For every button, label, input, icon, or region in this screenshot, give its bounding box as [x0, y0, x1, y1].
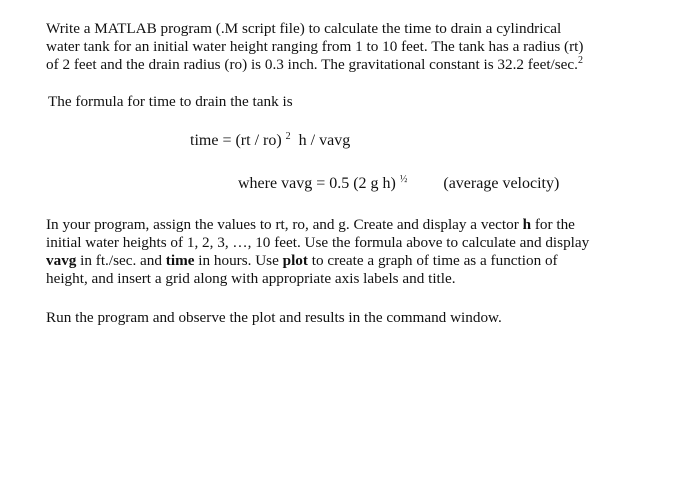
time-formula-exponent: 2 [285, 131, 291, 142]
time-bold: time [165, 252, 195, 269]
program-instructions-paragraph [46, 216, 646, 288]
vavg-formula-exponent: ½ [399, 174, 408, 185]
time-formula-rhs: h / vavg [290, 132, 351, 149]
vavg-bold: vavg [46, 252, 77, 269]
plot-bold: plot [282, 252, 308, 269]
vector-h-bold: h [522, 216, 532, 233]
instructions-line-3 [46, 252, 646, 270]
vavg-formula-text: where vavg = 0.5 (2 g h) [238, 175, 400, 192]
problem-line-2: water tank for an initial water height ranging from 1 to 10 feet. The tank has a radius (rt) [46, 38, 584, 55]
instructions-line-4: height, and insert a grid along with appropriate axis labels and title. [46, 270, 456, 287]
problem-statement-paragraph [46, 20, 646, 74]
instructions-line-1 [46, 216, 646, 234]
instructions-line-3-text-b: in hours. Use [194, 252, 283, 269]
formula-intro-text [48, 93, 648, 111]
run-instructions-line: Run the program and observe the plot and results in the command window. [46, 309, 502, 326]
problem-line-3 [46, 56, 646, 74]
time-formula-lhs: time = (rt / ro) [190, 132, 286, 149]
instructions-line-3-text-c: to create a graph of time as a function of [307, 252, 558, 269]
problem-line-3-text: of 2 feet and the drain radius (ro) is 0.3 inch. The gravitational constant is 32.2 feet/sec. [46, 56, 578, 73]
formula-intro-line: The formula for time to drain the tank is [48, 93, 293, 110]
instructions-line-1-text: In your program, assign the values to rt, ro, and g. Create and display a vector [46, 216, 523, 233]
vavg-annotation: (average velocity) [443, 175, 560, 192]
problem-line-1: Write a MATLAB program (.M script file) to calculate the time to drain a cylindrical [46, 20, 562, 37]
instructions-line-3-text-a: in ft./sec. and [76, 252, 166, 269]
run-instructions-paragraph [46, 309, 646, 327]
squared-superscript: 2 [577, 55, 583, 66]
vavg-formula [238, 175, 559, 193]
instructions-line-2: initial water heights of 1, 2, 3, …, 10 feet. Use the formula above to calculate and display [46, 234, 590, 251]
instructions-line-1-tail: for the [531, 216, 575, 233]
time-formula [190, 132, 350, 150]
